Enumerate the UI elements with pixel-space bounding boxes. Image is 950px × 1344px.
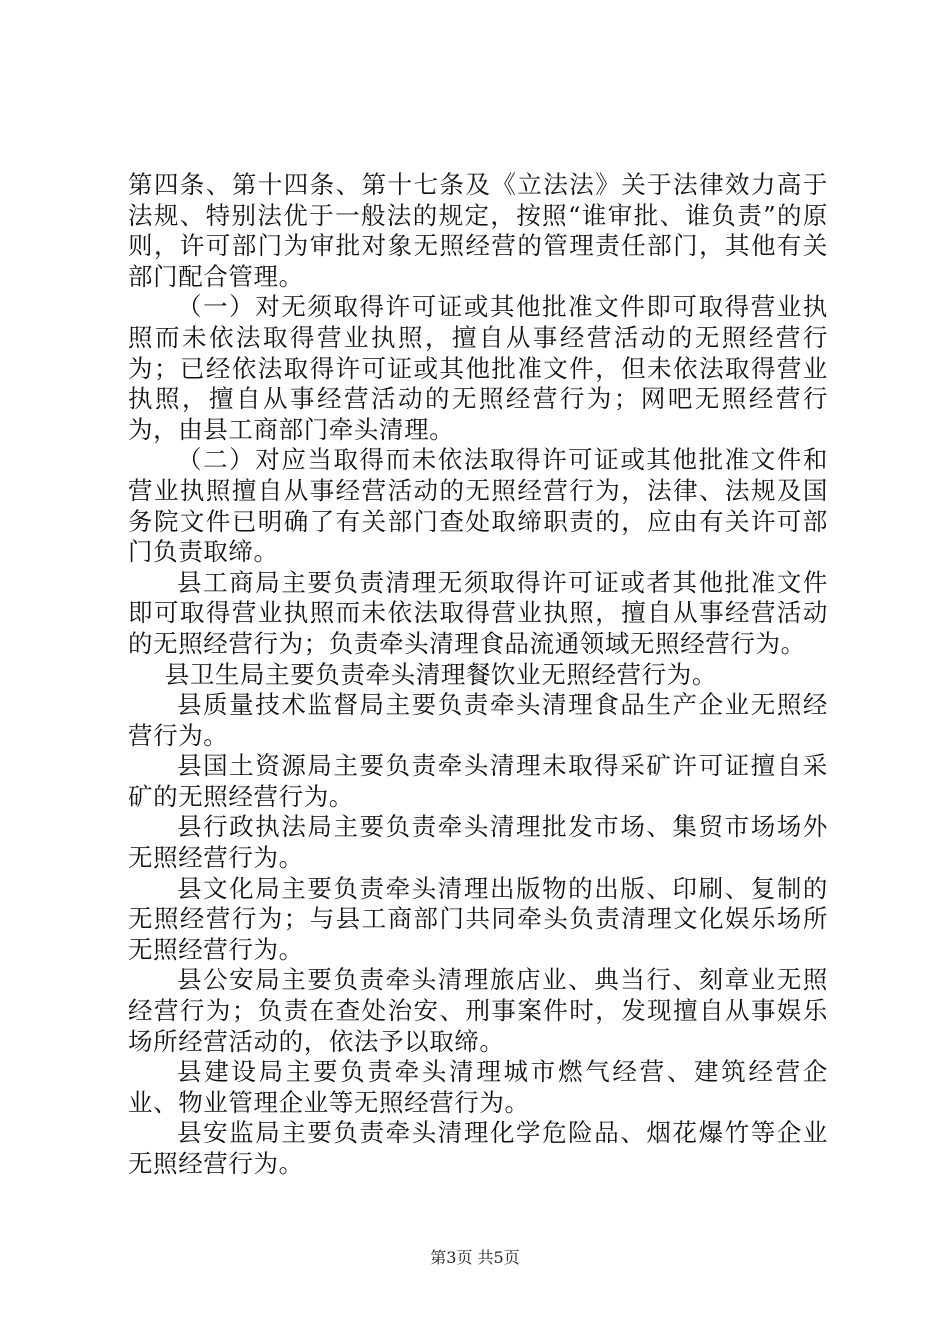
paragraph-1: 第四条、第十四条、第十七条及《立法法》关于法律效力高于法规、特别法优于一般法的规定，按照“谁审批、谁负责”的原则，许可部门为审批对象无照经营的管理责任部门，其他有关部门配合管理。 <box>128 170 828 291</box>
paragraph-12: 县安监局主要负责牵头清理化学危险品、烟花爆竹等企业无照经营行为。 <box>128 1118 828 1178</box>
paragraph-5: 县卫生局主要负责牵头清理餐饮业无照经营行为。 <box>164 659 717 689</box>
paragraph-8: 县行政执法局主要负责牵头清理批发市场、集贸市场场外无照经营行为。 <box>128 812 828 873</box>
paragraph-9: 县文化局主要负责牵头清理出版物的出版、印刷、复制的无照经营行为；与县工商部门共同牵头负责清理文化娱乐场所无照经营行为。 <box>128 873 828 964</box>
paragraph-4: 县工商局主要负责清理无须取得许可证或者其他批准文件即可取得营业执照而未依法取得营业执照，擅自从事经营活动的无照经营行为；负责牵头清理食品流通领域无照经营行为。 <box>128 567 828 658</box>
paragraph-11: 县建设局主要负责牵头清理城市燃气经营、建筑经营企业、物业管理企业等无照经营行为。 <box>128 1057 828 1117</box>
page-number-footer: 第3页 共5页 <box>430 1248 520 1267</box>
paragraph-7: 县国土资源局主要负责牵头清理未取得采矿许可证擅自采矿的无照经营行为。 <box>128 751 828 811</box>
paragraph-2: （一）对无须取得许可证或其他批准文件即可取得营业执照而未依法取得营业执照，擅自从事经营活动的无照经营行为；已经依法取得许可证或其他批准文件，但未依法取得营业执照，擅自从事经营活动的无照经营行为；网吧无照经营行为，由县工商部门牵头清理。 <box>128 292 828 444</box>
paragraph-10: 县公安局主要负责牵头清理旅店业、典当行、刻章业无照经营行为；负责在查处治安、刑事案件时，发现擅自从事娱乐场所经营活动的，依法予以取缔。 <box>128 965 828 1056</box>
paragraph-3: （二）对应当取得而未依法取得许可证或其他批准文件和营业执照擅自从事经营活动的无照经营行为，法律、法规及国务院文件已明确了有关部门查处取缔职责的，应由有关许可部门负责取缔。 <box>128 445 828 567</box>
document-body <box>128 170 828 1180</box>
paragraph-6: 县质量技术监督局主要负责牵头清理食品生产企业无照经营行为。 <box>128 690 828 750</box>
